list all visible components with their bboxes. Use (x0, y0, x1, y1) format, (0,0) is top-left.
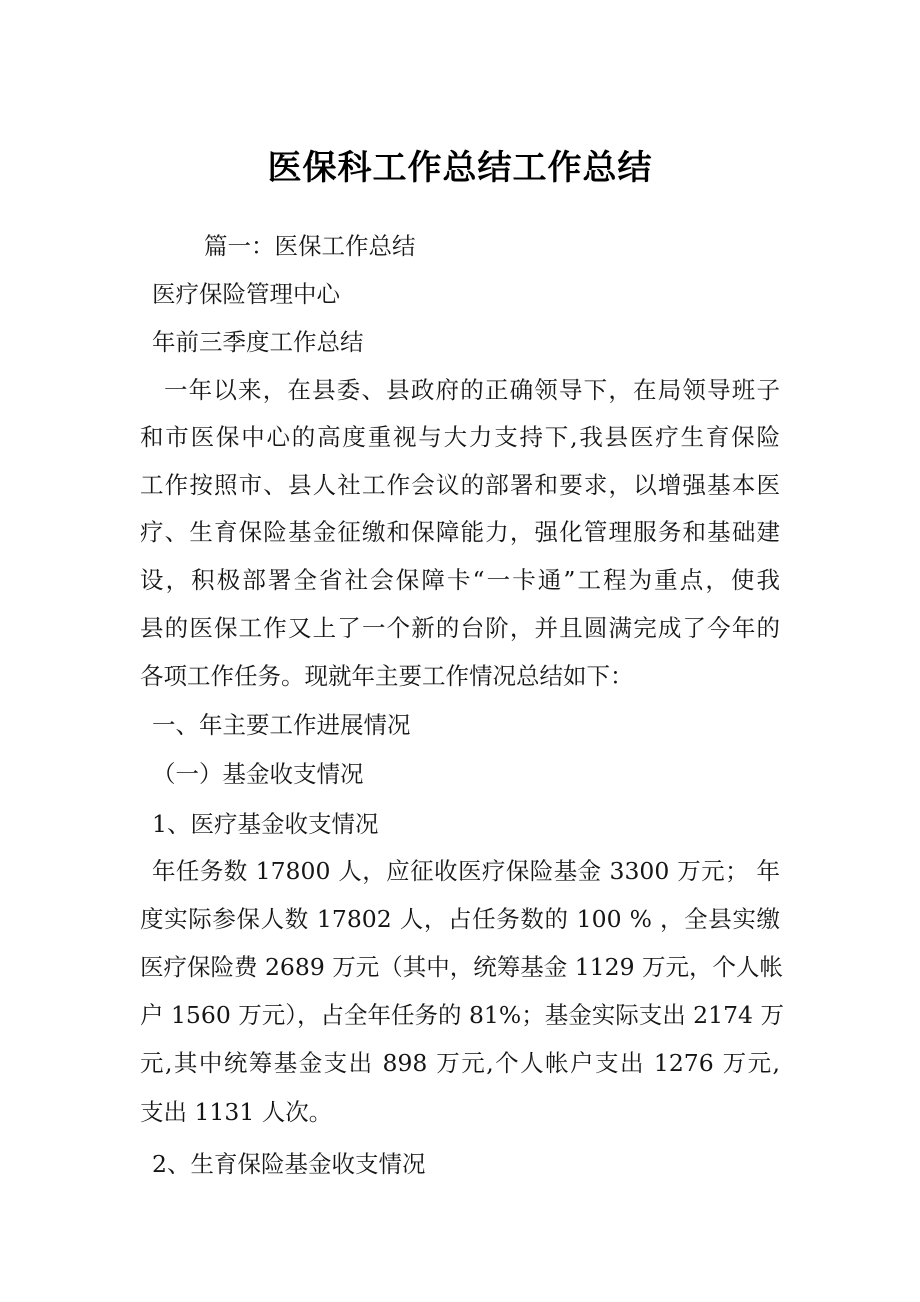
paragraph-line: 一年以来，在县委、县政府的正确领导下，在局领导班子 (164, 376, 780, 404)
paragraph-line: 户 1560 万元），占全年任务的 81%；基金实际支出 2174 万 (140, 1001, 784, 1029)
paragraph-line: 设，积极部署全省社会保障卡“一卡通”工程为重点，使我 (140, 566, 780, 594)
subsection-heading: （一）基金收支情况 (152, 760, 364, 788)
paragraph-line: 各项工作任务。现就年主要工作情况总结如下： (140, 662, 634, 690)
paragraph-line: 年任务数 17800 人，应征收医疗保险基金 3300 万元； 年 (152, 857, 780, 885)
document-title: 医保科工作总结工作总结 (267, 148, 653, 188)
paragraph-line: 医疗保险费 2689 万元（其中，统筹基金 1129 万元，个人帐 (140, 953, 783, 981)
organization-heading: 医疗保险管理中心 (152, 280, 340, 308)
paragraph-line: 工作按照市、县人社工作会议的部署和要求，以增强基本医 (140, 471, 780, 499)
chapter-heading: 篇一：医保工作总结 (204, 232, 416, 260)
paragraph-line: 元,其中统筹基金支出 898 万元,个人帐户支出 1276 万元, (140, 1049, 780, 1077)
item-heading: 2、生育保险基金收支情况 (152, 1150, 426, 1178)
paragraph-line: 县的医保工作又上了一个新的台阶，并且圆满完成了今年的 (140, 614, 780, 642)
section-heading: 一、年主要工作进展情况 (152, 711, 411, 739)
item-heading: 1、医疗基金收支情况 (152, 810, 379, 838)
paragraph-line: 和市医保中心的高度重视与大力支持下,我县医疗生育保险 (140, 423, 780, 451)
paragraph-line: 度实际参保人数 17802 人，占任务数的 100 % ，全县实缴 (140, 905, 780, 933)
paragraph-line: 支出 1131 人次。 (140, 1098, 333, 1126)
paragraph-line: 疗、生育保险基金征缴和保障能力，强化管理服务和基础建 (140, 518, 780, 546)
period-heading: 年前三季度工作总结 (152, 328, 364, 356)
